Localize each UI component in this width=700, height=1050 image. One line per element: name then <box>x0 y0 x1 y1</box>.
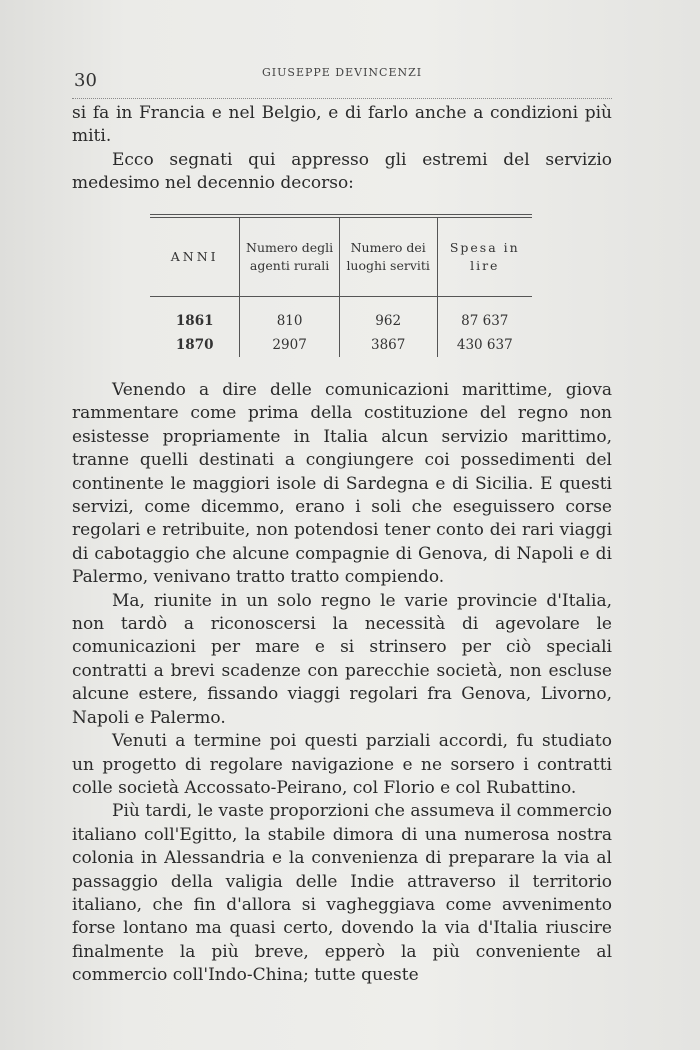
cell-agenti: 2907 <box>240 333 339 357</box>
cell-spesa: 430 637 <box>437 333 532 357</box>
cell-luoghi: 962 <box>339 297 437 334</box>
paragraph-egypt: Più tardi, le vaste proporzioni che assumeva il commercio italiano coll'Egitto, la stabile dimora di una numerosa nostra colonia in Alessandria e la convenienza di preparare la via al passaggio della valigia delle Indie attraverso il territorio italiano, che fin d'allora si vagheggiava come avvenimento forse lontano ma quasi certo, dovendo la via d'Italia riuscire finalmente la più breve, epperò la più conveniente al commercio coll'Indo-China; tutte queste <box>72 801 612 986</box>
paragraph-kingdom: Ma, riunite in un solo regno le varie provincie d'Italia, non tardò a riconoscersi la necessità di agevolare le comunicazioni per mare e si strinsero per ciò speciali contratti a brevi scadenze con parecchie società, non escluse alcune estere, fissando viaggi regolari fra Genova, Livorno, Napoli e Palermo. <box>72 590 612 728</box>
intro-text <box>72 102 612 196</box>
page-number: 30 <box>74 70 97 91</box>
table-row <box>150 297 532 334</box>
cell-luoghi: 3867 <box>339 333 437 357</box>
paragraph-contracts: Venuti a termine poi questi parziali accordi, fu studiato un progetto di regolare navigazione e ne sorsero i contratti colle società Accossato-Peirano, col Florio e col Rubattino. <box>72 731 612 798</box>
cell-year: 1861 <box>175 313 214 329</box>
header-spesa: Spesa in lire <box>437 216 532 297</box>
page-header <box>72 62 612 99</box>
paragraph-maritime: Venendo a dire delle comunicazioni marittime, giova rammentare come prima della costituzione del regno non esistesse propriamente in Italia alcun servizio marittimo, tranne quelli destinati a congiungere coi possedimenti del continente le maggiori isole di Sardegna e di Sicilia. E questi servizi, come dicemmo, erano i soli che eseguissero corse regolari e retribuite, non potendosi tener conto dei rari viaggi di cabotaggio che alcune compagnie di Genova, di Napoli e di Palermo, venivano tratto tratto compiendo. <box>72 380 612 588</box>
cell-spesa: 87 637 <box>437 297 532 334</box>
header-agenti: Numero degli agenti rurali <box>240 216 339 297</box>
cell-agenti: 810 <box>240 297 339 334</box>
header-luoghi: Numero dei luoghi serviti <box>339 216 437 297</box>
statistics-table <box>150 214 532 357</box>
header-anni: ANNI <box>150 216 240 297</box>
paragraph-continuation: si fa in Francia e nel Belgio, e di farlo anche a condizioni più miti. <box>72 103 612 147</box>
table-row <box>150 333 532 357</box>
table-header-row <box>150 216 532 297</box>
paragraph-table-intro: Ecco segnati qui appresso gli estremi del servizio medesimo nel decennio decorso: <box>72 149 612 194</box>
body-text <box>72 379 612 988</box>
cell-year: 1870 <box>175 337 214 353</box>
running-title: GIUSEPPE DEVINCENZI <box>262 66 423 79</box>
